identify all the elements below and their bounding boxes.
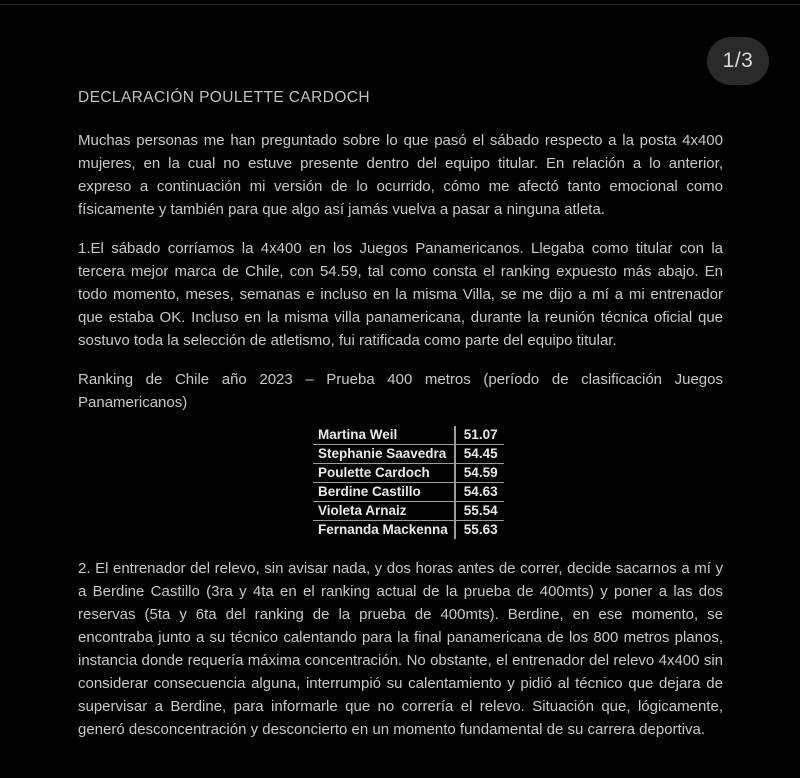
athlete-time: 54.63 bbox=[455, 483, 504, 502]
athlete-name: Fernanda Mackenna bbox=[318, 522, 448, 537]
athlete-time: 54.45 bbox=[455, 445, 504, 464]
athlete-name: Martina Weil bbox=[313, 426, 455, 445]
paragraph-point1: 1.El sábado corríamos la 4x400 en los Juegos Panamericanos. Llegaba como titular con la tercera mejor marca de Chile, con 54.59, tal como consta el ranking expuesto más abajo. En todo momento, meses, semanas e incluso en la misma Villa, se me dijo a mí a mi entrenador que estaba OK. Incluso en la misma villa panamericana, durante la reunión técnica oficial que sostuvo toda la selección de atletismo, fui ratificada como parte del equipo titular. bbox=[78, 240, 723, 349]
table-row bbox=[313, 426, 504, 445]
athlete-name: Violeta Arnaiz bbox=[313, 502, 455, 521]
table-row bbox=[313, 502, 504, 521]
athlete-time: 51.07 bbox=[455, 426, 504, 445]
table-row bbox=[313, 464, 504, 483]
ranking-table-body bbox=[313, 426, 504, 539]
paragraph-point2: 2. El entrenador del relevo, sin avisar nada, y dos horas antes de correr, decide sacarnos a mí y a Berdine Castillo (3ra y 4ta en el ranking actual de la prueba de 400mts) y poner a las dos reservas (5ta y 6ta del ranking de la prueba de 400mts). Berdine, en ese momento, se encontraba junto a su técnico calentando para la final panamericana de los 800 metros planos, instancia donde requería máxima concentración. No obstante, el entrenador del relevo 4x400 sin considerar consecuencia alguna, interrumpió su calentamiento y pidió al técnico que dejara de supervisar a Berdine, para informarle que no correría el relevo. Situación que, lógicamente, generó desconcentración y desconcierto en un momento fundamental de su carrera deportiva. bbox=[78, 560, 723, 738]
top-divider-line bbox=[0, 4, 800, 5]
document-title: DECLARACIÓN POULETTE CARDOCH bbox=[78, 89, 370, 106]
athlete-time: 55.63 bbox=[455, 521, 504, 540]
page-indicator-text: 1/3 bbox=[722, 49, 754, 72]
table-row bbox=[313, 483, 504, 502]
carousel-page-badge bbox=[707, 37, 769, 85]
athlete-time: 54.59 bbox=[455, 464, 504, 483]
statement-document bbox=[78, 86, 723, 757]
athlete-name: Stephanie Saavedra bbox=[313, 445, 455, 464]
table-row bbox=[313, 445, 504, 464]
ranking-table bbox=[313, 426, 504, 539]
athlete-name: Poulette Cardoch bbox=[313, 464, 455, 483]
table-row bbox=[313, 521, 504, 540]
athlete-name: Berdine Castillo bbox=[313, 483, 455, 502]
ranking-heading: Ranking de Chile año 2023 – Prueba 400 metros (período de clasificación Juegos Panamericanos) bbox=[78, 371, 723, 411]
athlete-time: 55.54 bbox=[455, 502, 504, 521]
paragraph-intro: Muchas personas me han preguntado sobre lo que pasó el sábado respecto a la posta 4x400 mujeres, en la cual no estuve presente dentro del equipo titular. En relación a lo anterior, expreso a continuación mi versión de lo ocurrido, cómo me afectó tanto emocional como físicamente y también para que algo así jamás vuelva a pasar a ninguna atleta. bbox=[78, 132, 723, 218]
